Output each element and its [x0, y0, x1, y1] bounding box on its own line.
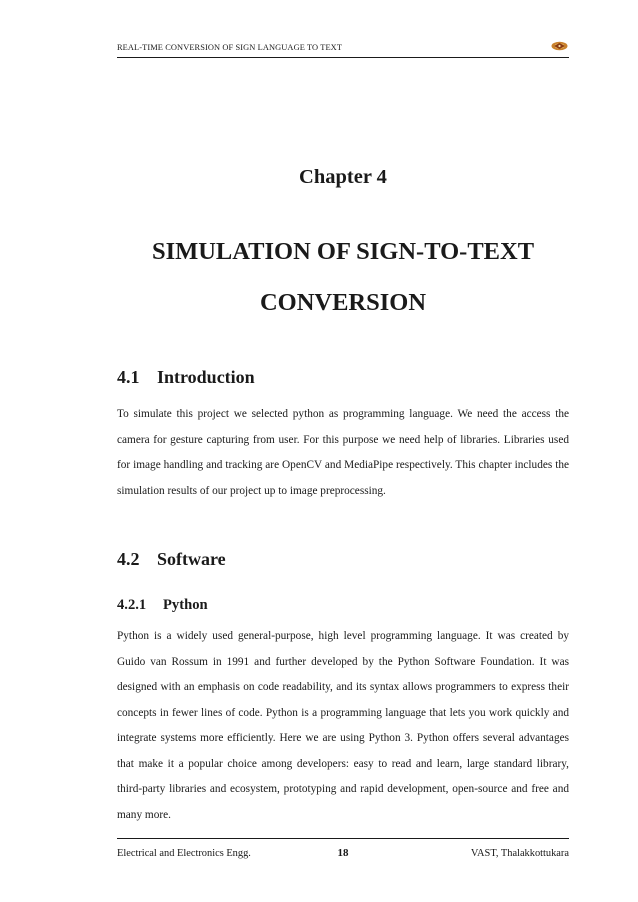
section-number: 4.2	[117, 549, 140, 569]
section-title: Introduction	[157, 367, 255, 387]
section-heading-introduction	[117, 367, 255, 388]
section-title: Software	[157, 549, 226, 569]
footer-institution: VAST, Thalakkottukara	[470, 848, 569, 859]
chapter-label: Chapter 4	[299, 166, 387, 188]
footer-department: Electrical and Electronics Engg.	[117, 848, 251, 859]
python-paragraph: Python is a widely used general-purpose, high level programming language. It was created by Guido van Rossum in 1991 and further developed by the Python Software Foundation. It was designed with an emphasis on code readability, and its syntax allows programmers to express their concepts in fewer lines of code. Python is a programming language that lets you work quickly and integrate systems more efficiently. Here we are using Python 3. Python offers several advantages that make it a popular choice among developers: easy to read and learn, large standard library, third-party libraries and ecosystem, prototyping and rapid development, open-source and free and many more.	[117, 630, 569, 821]
college-emblem-icon	[551, 41, 568, 51]
page-number: 18	[337, 847, 349, 859]
header-divider	[117, 57, 569, 58]
chapter-title: SIMULATION OF SIGN-TO-TEXT CONVERSION	[151, 238, 535, 316]
section-number: 4.1	[117, 367, 140, 387]
section-heading-software	[117, 549, 226, 570]
subsection-title: Python	[163, 597, 208, 613]
subsection-number: 4.2.1	[117, 597, 147, 613]
running-header: REAL-TIME CONVERSION OF SIGN LANGUAGE TO TEXT	[117, 43, 343, 52]
introduction-paragraph: To simulate this project we selected python as programming language. We need the access the camera for gesture capturing from user. For this purpose we need help of libraries. Libraries used for image handling and tracking are OpenCV and MediaPipe respectively. This chapter includes the simulation results of our project up to image preprocessing.	[117, 408, 569, 497]
subsection-heading-python	[117, 597, 208, 614]
footer-divider	[117, 838, 569, 839]
